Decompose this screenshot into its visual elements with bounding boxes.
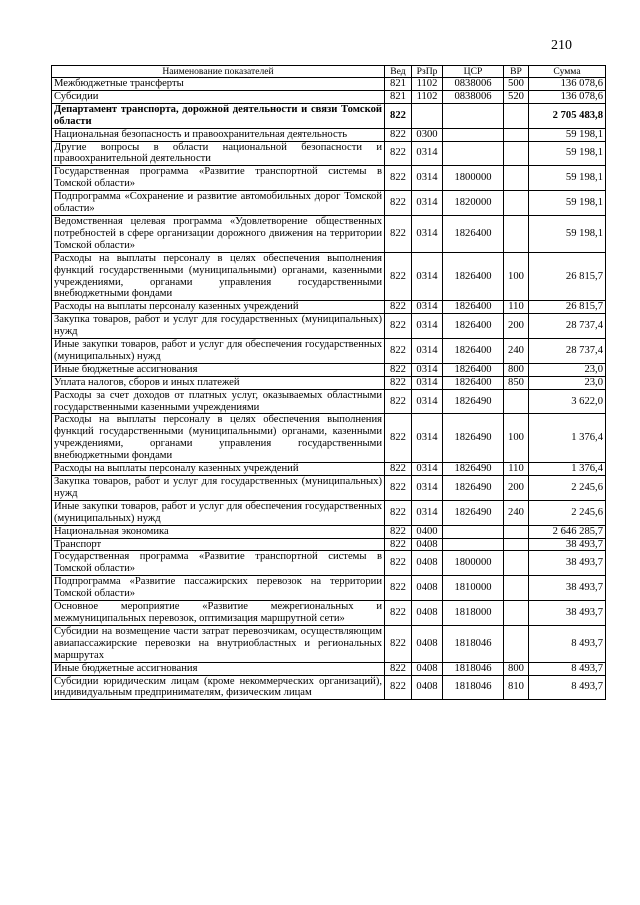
cell-ved: 822 [385, 625, 412, 662]
cell-ved: 822 [385, 500, 412, 525]
table-row [52, 538, 606, 551]
cell-sum: 1 376,4 [529, 463, 606, 476]
cell-sum: 28 737,4 [529, 339, 606, 364]
cell-name: Национальная безопасность и правоохранительная деятельность [52, 128, 385, 141]
cell-sum: 38 493,7 [529, 576, 606, 601]
cell-sum: 8 493,7 [529, 662, 606, 675]
table-row [52, 601, 606, 626]
cell-rzpr: 0314 [412, 376, 443, 389]
cell-ved: 822 [385, 389, 412, 414]
cell-csr [443, 538, 504, 551]
cell-name: Субсидии [52, 90, 385, 103]
cell-ved: 822 [385, 128, 412, 141]
cell-sum: 2 245,6 [529, 500, 606, 525]
cell-ved: 822 [385, 301, 412, 314]
cell-name: Расходы на выплаты персоналу казенных учреждений [52, 301, 385, 314]
cell-csr: 1826490 [443, 463, 504, 476]
table-row [52, 314, 606, 339]
cell-rzpr: 0408 [412, 675, 443, 700]
cell-ved: 821 [385, 90, 412, 103]
cell-sum: 23,0 [529, 376, 606, 389]
cell-csr [443, 103, 504, 128]
cell-ved: 822 [385, 551, 412, 576]
cell-ved: 821 [385, 78, 412, 91]
table-row [52, 414, 606, 463]
cell-vr [504, 538, 529, 551]
cell-sum: 59 198,1 [529, 128, 606, 141]
cell-vr [504, 525, 529, 538]
cell-csr: 1826400 [443, 215, 504, 252]
cell-rzpr: 1102 [412, 78, 443, 91]
cell-ved: 822 [385, 414, 412, 463]
cell-ved: 822 [385, 339, 412, 364]
cell-csr: 1826490 [443, 414, 504, 463]
cell-name: Расходы на выплаты персоналу в целях обеспечения выполнения функций государственными (муниципальными) органами, казенными учреждениями, органами управления государственными внебюджетными фондами [52, 414, 385, 463]
cell-csr: 1800000 [443, 551, 504, 576]
cell-rzpr: 0408 [412, 576, 443, 601]
cell-name: Основное мероприятие «Развитие межрегиональных и межмуниципальных перевозок, оптимизация маршрутной сети» [52, 601, 385, 626]
cell-vr [504, 128, 529, 141]
cell-name: Расходы на выплаты персоналу в целях обеспечения выполнения функций государственными (муниципальными) органами, казенными учреждениями, органами управления государственными внебюджетными фондами [52, 252, 385, 301]
cell-ved: 822 [385, 191, 412, 216]
cell-vr: 110 [504, 301, 529, 314]
table-row [52, 551, 606, 576]
table-row [52, 141, 606, 166]
cell-vr [504, 215, 529, 252]
cell-name: Иные закупки товаров, работ и услуг для обеспечения государственных (муниципальных) нужд [52, 339, 385, 364]
cell-vr [504, 601, 529, 626]
cell-ved: 822 [385, 363, 412, 376]
cell-vr: 500 [504, 78, 529, 91]
cell-rzpr: 0314 [412, 339, 443, 364]
cell-rzpr: 0314 [412, 166, 443, 191]
cell-ved: 822 [385, 252, 412, 301]
cell-ved: 822 [385, 314, 412, 339]
budget-table [51, 65, 606, 700]
table-row [52, 376, 606, 389]
cell-vr [504, 576, 529, 601]
cell-name: Расходы за счет доходов от платных услуг, оказываемых областными государственными казенными учреждениями [52, 389, 385, 414]
cell-rzpr: 0408 [412, 662, 443, 675]
cell-ved: 822 [385, 166, 412, 191]
table-row [52, 301, 606, 314]
cell-sum: 1 376,4 [529, 414, 606, 463]
cell-csr: 1826400 [443, 301, 504, 314]
cell-sum: 2 646 285,7 [529, 525, 606, 538]
cell-csr: 1818046 [443, 662, 504, 675]
cell-vr: 850 [504, 376, 529, 389]
cell-name: Субсидии на возмещение части затрат перевозчикам, осуществляющим авиапассажирские перевозки на внутриобластных и региональных маршрутах [52, 625, 385, 662]
table-row [52, 576, 606, 601]
cell-csr [443, 525, 504, 538]
cell-csr: 1826400 [443, 252, 504, 301]
cell-csr: 0838006 [443, 90, 504, 103]
cell-csr: 1826400 [443, 363, 504, 376]
cell-rzpr: 0314 [412, 301, 443, 314]
cell-ved: 822 [385, 576, 412, 601]
cell-sum: 26 815,7 [529, 252, 606, 301]
table-row [52, 389, 606, 414]
cell-name: Иные бюджетные ассигнования [52, 363, 385, 376]
cell-name: Ведомственная целевая программа «Удовлетворение общественных потребностей в сфере организации дорожного движения на территории Томской области» [52, 215, 385, 252]
cell-rzpr: 0314 [412, 500, 443, 525]
cell-sum: 28 737,4 [529, 314, 606, 339]
cell-rzpr: 1102 [412, 90, 443, 103]
cell-ved: 822 [385, 525, 412, 538]
cell-vr [504, 141, 529, 166]
header-name: Наименование показателей [52, 66, 385, 78]
cell-rzpr: 0314 [412, 252, 443, 301]
cell-rzpr: 0314 [412, 389, 443, 414]
cell-sum: 59 198,1 [529, 141, 606, 166]
cell-name: Иные закупки товаров, работ и услуг для обеспечения государственных (муниципальных) нужд [52, 500, 385, 525]
cell-csr: 1826400 [443, 376, 504, 389]
cell-csr: 1826490 [443, 389, 504, 414]
cell-name: Департамент транспорта, дорожной деятельности и связи Томской области [52, 103, 385, 128]
cell-name: Национальная экономика [52, 525, 385, 538]
cell-vr: 100 [504, 414, 529, 463]
cell-rzpr: 0408 [412, 538, 443, 551]
cell-rzpr: 0314 [412, 414, 443, 463]
cell-ved: 822 [385, 662, 412, 675]
cell-vr: 240 [504, 500, 529, 525]
cell-rzpr: 0400 [412, 525, 443, 538]
page-number: 210 [551, 38, 572, 53]
cell-vr [504, 625, 529, 662]
cell-rzpr [412, 103, 443, 128]
cell-csr: 1810000 [443, 576, 504, 601]
cell-name: Уплата налогов, сборов и иных платежей [52, 376, 385, 389]
table-row [52, 675, 606, 700]
table-row [52, 191, 606, 216]
header-csr: ЦСР [443, 66, 504, 78]
cell-vr [504, 103, 529, 128]
table-row [52, 339, 606, 364]
cell-rzpr: 0314 [412, 463, 443, 476]
table-row [52, 625, 606, 662]
cell-csr: 1820000 [443, 191, 504, 216]
cell-sum: 8 493,7 [529, 675, 606, 700]
cell-name: Транспорт [52, 538, 385, 551]
table-row [52, 525, 606, 538]
cell-ved: 822 [385, 141, 412, 166]
cell-rzpr: 0314 [412, 215, 443, 252]
cell-vr: 810 [504, 675, 529, 700]
cell-name: Межбюджетные трансферты [52, 78, 385, 91]
cell-sum: 3 622,0 [529, 389, 606, 414]
cell-ved: 822 [385, 103, 412, 128]
cell-rzpr: 0314 [412, 191, 443, 216]
cell-vr: 520 [504, 90, 529, 103]
cell-rzpr: 0408 [412, 601, 443, 626]
cell-sum: 2 705 483,8 [529, 103, 606, 128]
cell-csr: 1818000 [443, 601, 504, 626]
table-row [52, 476, 606, 501]
table-body [52, 78, 606, 700]
cell-vr: 110 [504, 463, 529, 476]
cell-csr [443, 141, 504, 166]
table-row [52, 90, 606, 103]
cell-sum: 59 198,1 [529, 191, 606, 216]
cell-ved: 822 [385, 675, 412, 700]
cell-sum: 59 198,1 [529, 215, 606, 252]
cell-csr: 0838006 [443, 78, 504, 91]
cell-ved: 822 [385, 215, 412, 252]
cell-rzpr: 0408 [412, 551, 443, 576]
cell-ved: 822 [385, 463, 412, 476]
cell-name: Иные бюджетные ассигнования [52, 662, 385, 675]
table-row [52, 215, 606, 252]
table-row [52, 78, 606, 91]
cell-csr: 1826490 [443, 500, 504, 525]
cell-sum: 38 493,7 [529, 601, 606, 626]
cell-ved: 822 [385, 538, 412, 551]
cell-sum: 23,0 [529, 363, 606, 376]
cell-vr [504, 166, 529, 191]
cell-vr: 100 [504, 252, 529, 301]
header-ved: Вед [385, 66, 412, 78]
cell-name: Другие вопросы в области национальной безопасности и правоохранительной деятельности [52, 141, 385, 166]
cell-csr: 1826400 [443, 314, 504, 339]
cell-vr: 800 [504, 363, 529, 376]
cell-sum: 38 493,7 [529, 538, 606, 551]
cell-name: Подпрограмма «Сохранение и развитие автомобильных дорог Томской области» [52, 191, 385, 216]
cell-vr [504, 551, 529, 576]
cell-name: Закупка товаров, работ и услуг для государственных (муниципальных) нужд [52, 476, 385, 501]
header-vr: ВР [504, 66, 529, 78]
cell-name: Субсидии юридическим лицам (кроме некоммерческих организаций), индивидуальным предпринимателям, физическим лицам [52, 675, 385, 700]
cell-vr [504, 191, 529, 216]
cell-csr: 1818046 [443, 675, 504, 700]
cell-name: Подпрограмма «Развитие пассажирских перевозок на территории Томской области» [52, 576, 385, 601]
cell-rzpr: 0300 [412, 128, 443, 141]
table-row [52, 252, 606, 301]
table-row [52, 166, 606, 191]
table-row [52, 103, 606, 128]
table-header-row [52, 66, 606, 78]
cell-vr: 240 [504, 339, 529, 364]
cell-rzpr: 0314 [412, 314, 443, 339]
cell-csr: 1826400 [443, 339, 504, 364]
cell-rzpr: 0314 [412, 476, 443, 501]
cell-vr [504, 389, 529, 414]
cell-ved: 822 [385, 376, 412, 389]
cell-ved: 822 [385, 601, 412, 626]
cell-rzpr: 0408 [412, 625, 443, 662]
cell-name: Государственная программа «Развитие транспортной системы в Томской области» [52, 166, 385, 191]
cell-csr: 1818046 [443, 625, 504, 662]
cell-vr: 200 [504, 314, 529, 339]
cell-name: Расходы на выплаты персоналу казенных учреждений [52, 463, 385, 476]
cell-rzpr: 0314 [412, 363, 443, 376]
cell-sum: 59 198,1 [529, 166, 606, 191]
cell-sum: 8 493,7 [529, 625, 606, 662]
cell-ved: 822 [385, 476, 412, 501]
cell-name: Государственная программа «Развитие транспортной системы в Томской области» [52, 551, 385, 576]
cell-sum: 2 245,6 [529, 476, 606, 501]
cell-csr [443, 128, 504, 141]
cell-vr: 800 [504, 662, 529, 675]
cell-sum: 26 815,7 [529, 301, 606, 314]
table-row [52, 500, 606, 525]
header-sum: Сумма [529, 66, 606, 78]
table-row [52, 463, 606, 476]
header-rzpr: РзПр [412, 66, 443, 78]
cell-name: Закупка товаров, работ и услуг для государственных (муниципальных) нужд [52, 314, 385, 339]
cell-sum: 136 078,6 [529, 78, 606, 91]
cell-csr: 1826490 [443, 476, 504, 501]
cell-vr: 200 [504, 476, 529, 501]
cell-sum: 136 078,6 [529, 90, 606, 103]
cell-rzpr: 0314 [412, 141, 443, 166]
cell-sum: 38 493,7 [529, 551, 606, 576]
table-row [52, 128, 606, 141]
table-row [52, 662, 606, 675]
table-row [52, 363, 606, 376]
cell-csr: 1800000 [443, 166, 504, 191]
